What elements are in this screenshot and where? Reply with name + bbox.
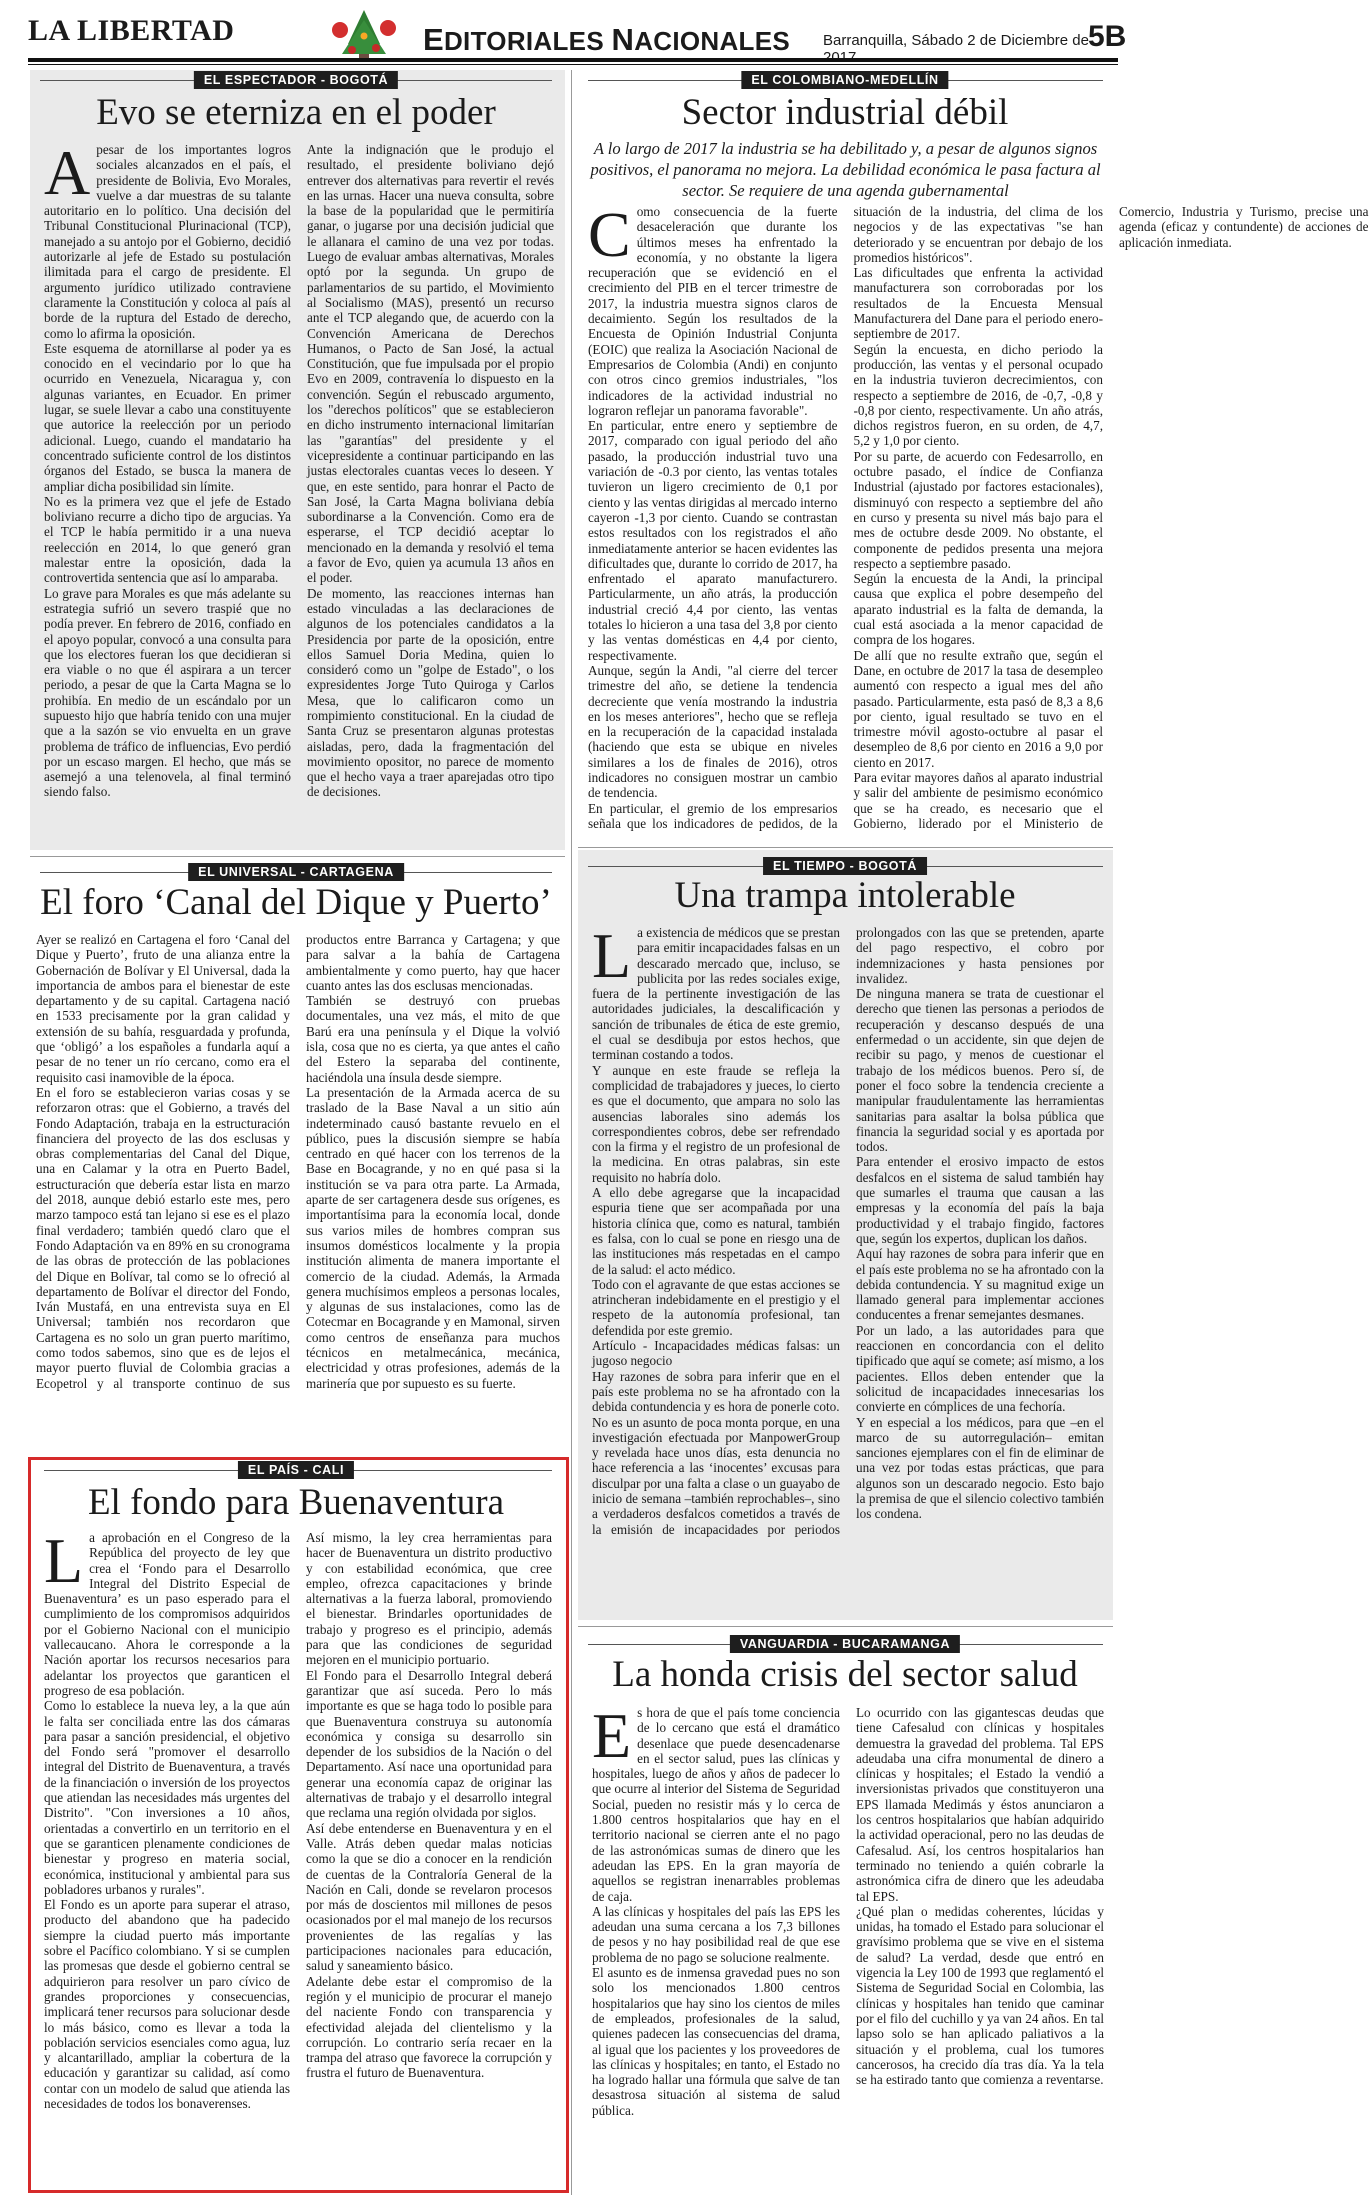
article-body [588, 199, 1369, 839]
page-number: 5B [1088, 20, 1127, 53]
article-paragraph: No es la primera vez que el jefe de Estado boliviano recurre a dicho tipo de argucias. Ya el TCP le había permitido ir a una nueva reelección en 2014, lo que generó gran malestar entre la oposición, dada la controvertida sentencia que así lo amparaba. [44, 493, 291, 586]
article-paragraph: Ante la indignación que le produjo el resultado, el presidente boliviano dejó entrever dos alternativas para revertir el revés en las urnas. Hacer una nueva consulta, sobre la base de la popularidad que le permitiría ganar, o jugarse por una decisión judicial que le allanara el camino de una vez por todas. Luego de evaluar ambas alternativas, Morales optó por la segunda. Un grupo de parlamentarios de su partido, el Movimiento al Socialismo (MAS), presentó un recurso ante el TCP alegando que, de acuerdo con la Convención Americana de Derechos Humanos, o Pacto de San José, la actual Constitución, que fue impulsada por el propio Evo en 2009, contravenía lo dispuesto en la convención. Según el rebuscado argumento, los "derechos políticos" que se establecieron en dicho instrumento internacional limitarían las "garantías" del presidente y el vicepresidente a continuar participando en las justas electorales cuantas veces lo deseen. Y que, en este sentido, para honrar el Pacto de San José, la Carta Magna boliviana debía subordinarse a la Convención. Como era de esperarse, el TCP decidió aceptar lo mencionado en la demanda y resolvió el tema a favor de Evo, quien ya acumula 13 años en el poder. [307, 142, 554, 586]
article-paragraph: A ello debe agregarse que la incapacidad espuria tiene que ser acompañada por una historia clínica que, como es natural, también es falsa, con lo cual se pone en riesgo una de las instituciones más respetadas en el campo de la salud: el acto médico. [592, 1185, 840, 1277]
article-paragraph: Ayer se realizó en Cartagena el foro ‘Canal del Dique y Puerto’, fruto de una alianza entre la Gobernación de Bolívar y El Universal, dada la importancia de ambos para el bienestar de este departamento y de su capital. Cartagena nació en 1533 precisamente por la gran calidad y extensión de su bahía, resguardada y profunda, que ‘obligó’ a los españoles a fundarla aquí a pesar de no tener un río cercano, como era el requisito casi inamovible de la época. [36, 932, 290, 1085]
source-label: EL TIEMPO - BOGOTÁ [763, 857, 927, 875]
article-body [44, 1525, 552, 2178]
column-divider [571, 70, 572, 2195]
article-paragraph: De ninguna manera se trata de cuestionar el derecho que tienen las personas a periodos de recuperación y descanso después de una enfermedad o un accidente, sin que dejen de recibir su pago, y menos de cuestionar el trabajo de los médicos buenos. Pero sí, de poner el foco sobre la tendencia creciente a manipular fraudulentamente las herramientas sanitarias para asaltar la bolsa pública que financia la seguridad social y es aportada por todos. [856, 986, 1104, 1155]
headline: La honda crisis del sector salud [612, 1654, 1078, 1695]
headline: Sector industrial débil [681, 92, 1009, 133]
article-paragraph: De momento, las reacciones internas han estado vinculadas a las declaraciones de algunos de los potenciales candidatos a la Presidencia por parte de la oposición, entre ellos Samuel Doria Medina, quien lo consideró como un "golpe de Estado", o los expresidentes Jorge Tuto Quiroga y Carlos Mesa, que lo calificaron como un rompimiento constitucional. En la ciudad de Santa Cruz se presentaron algunas protestas aisladas, pero, dada la fragmentación del movimiento opositor, no parece de momento que el hecho vaya a traer aparejadas otro tipo de decisiones. [307, 585, 554, 800]
article-paragraph: El Fondo es un aporte para superar el atraso, producto del abandono que ha padecido siempre la ciudad puerto más importante sobre el Pacífico colombiano. Y si se cumplen las promesas que desde el gobierno central se adquirieron para resolver un paro cívico de grandes proporciones y consecuencias, implicará tener recursos para solucionar desde lo más básico, como es llevar a toda la población servicios esenciales como agua, luz y alcantarillado, ampliar la cobertura de la educación y garantizar su calidad, así como contar con un modelo de salud que atienda las necesidades de todos los bonaverenses. [44, 1897, 290, 2111]
article-paragraph: Es hora de que el país tome conciencia de lo cercano que está el dramático desenlace que puede desencadenarse en el sector salud, pues las clínicas y hospitales, luego de años y años de padecer lo que ocurre al interior del Sistema de Seguridad Social, pueden no resistir más y lo cerca de 1.800 centros hospitalarios que hay en el territorio nacional se cierren ante el no pago de las astronómicas sumas de dinero que les adeudan las EPS. En la gran mayoría de aquellos se registran inenarrables problemas de caja. [592, 1700, 840, 1904]
dateline: Barranquilla, Sábado 2 de Diciembre de 2017 [823, 32, 1089, 66]
article-paragraph: Para evitar mayores daños al aparato industrial y salir del ambiente de pesimismo económico que se ha creado, es necesario que el Gobierno, liderado por el Ministerio de Comercio, Industria y Turismo, precise una agenda (eficaz y contundente) de acciones de aplicación inmediata. [853, 204, 1369, 831]
article-paragraph: Por un lado, a las autoridades para que reaccionen en concordancia con el delito tipificado que aquí se comete; así mismo, a los pacientes. Ellos deben entender que la solicitud de incapacidades innecesarias los convierte en cómplices de una fechoría. [856, 1322, 1104, 1415]
article-paragraph: ¿Qué plan o medidas coherentes, lúcidas y unidas, ha tomado el Estado para solucionar el gravísimo problema que se vive en el sistema de salud? La verdad, desde que entró en vigencia la Ley 100 de 1993 que reglamentó el Sistema de Seguridad Social en Colombia, las clínicas y hospitales han tenido que caminar por el filo del cuchillo y ya van 24 años. En tal lapso solo se han aplicado paliativos a la situación y el problema, cual los tumores cancerosos, ha crecido día tras día. Ya la tela se ha estirado tanto que comienza a reventarse. [856, 1903, 1104, 2088]
headline: Evo se eterniza en el poder [96, 92, 496, 133]
newspaper-brand: LA LIBERTAD [28, 14, 235, 47]
article-paragraph: No es un asunto de poca monta porque, en una investigación efectuada por ManpowerGroup y revelada hace unos días, esta denuncia no hace referencia a las ‘inocentes’ excusas para disculpar por una falta a clase o un guayabo de inicio de semana –también reprochables–, sino a verdaderos desfalcos cometidos a través de la emisión de incapacidades por periodos prolongados con las que se pretenden, aparte del pago respectivo, el cobro por indemnizaciones y hasta pensiones por invalidez. [592, 925, 1104, 1537]
article-paragraph: La existencia de médicos que se prestan para emitir incapacidades falsas en un descarado mercado que, incluso, se publicita por las redes sociales exige, fuera de la pertinente investigación de las autoridades judiciales, la descalificación y sanción de tribunales de ética de este gremio, el cual se desdibuja por estos hechos, que terminan costando a todos. [592, 920, 840, 1063]
article-paragraph: El Fondo para el Desarrollo Integral deberá garantizar que así suceda. Pero lo más importante es que se haga todo lo posible para que Buenaventura construya su autonomía económica y consiga su desarrollo sin depender de los subsidios de la Nación o del Departamento. Así nace una oportunidad para generar una economía capaz de originar las alternativas de trabajo y el desarrollo integral que reclama una región olvidada por siglos. [306, 1667, 552, 1821]
article-paragraph: Adelante debe estar el compromiso de la región y el municipio de procurar el manejo del naciente Fondo con transparencia y efectividad alejada del clientelismo y la corrupción. Lo contrario sería recaer en la trampa del atraso que favorece la corrupción y frustra el futuro de Buenaventura. [306, 1973, 552, 2081]
source-label: EL COLOMBIANO-MEDELLÍN [741, 71, 948, 89]
article-paragraph: Las dificultades que enfrenta la actividad manufacturera son corroboradas por los resultados de la Encuesta Mensual Manufacturera del Dane para el periodo enero-septiembre de 2017. [853, 265, 1103, 342]
article-paragraph: Aunque, según la Andi, "al cierre del tercer trimestre del año, se detiene la tendencia decreciente que venía mostrando la industria en los meses anteriores", hecho que se refleja en la recuperación de la capacidad instalada (haciendo que esta se ubique en niveles similares a los de finales de 2016), otros indicadores no consiguen mostrar un cambio de tendencia. [588, 662, 838, 801]
article-paragraph: Lo ocurrido con las gigantescas deudas que tiene Cafesalud con clínicas y hospitales demuestra la gravedad del problema. Tal EPS adeudaba una cifra monumental de dinero a clínicas y hospitales; el Estado la vendió a inversionistas privados que constituyeron una EPS llamada Medimás y éstos anunciaron a los centros hospitalarios que habían adquirido la actividad operacional, pero no las deudas de Cafesalud. Así, los centros hospitalarios han terminado no teniendo a quién cobrarle la astronómica cifra de dinero que les adeudaba tal EPS. [856, 1705, 1104, 1904]
article-paragraph: Aquí hay razones de sobra para inferir que en el país este problema no se ha afrontado con la debida contundencia. Y su magnitud exige un llamado general para implementar acciones conducentes a frenar semejantes desmanes. [856, 1246, 1104, 1323]
source-label: VANGUARDIA - BUCARAMANGA [730, 1635, 960, 1653]
article-paragraph: Para entender el erosivo impacto de estos desfalcos en el sistema de salud también hay que sumarles el trauma que causan a las empresas y la economía del país la baja productividad y el trabajo fingido, factores que, según los expertos, duplican los daños. [856, 1154, 1104, 1246]
article-paragraph: Artículo - Incapacidades médicas falsas: un jugoso negocio [592, 1338, 840, 1369]
headline: Una trampa intolerable [674, 875, 1016, 916]
article-paragraph: Según la encuesta, en dicho periodo la producción, las ventas y el personal ocupado en la industria tuvieron decrecimientos, con respecto a septiembre de 2016, de -0,7, -0,8 y -0,8 por ciento, respectivamente. Un año atrás, dichos registros fueron, en su orden, de 4,7, 5,2 y 1,0 por ciento. [853, 341, 1103, 449]
source-label: EL ESPECTADOR - BOGOTÁ [194, 71, 398, 89]
article-paragraph: Por su parte, de acuerdo con Fedesarrollo, en octubre pasado, el índice de Confianza Industrial (ajustado por factores estacionales), disminuyó con respecto a septiembre del año en curso y presenta su nivel más bajo para el mes de octubre desde 2009. No obstante, el componente de pedidos presenta una mejora respecto a septiembre pasado. [853, 448, 1103, 571]
article-paragraph: En particular, el gremio de los empresarios señala que los indicadores de pedidos, de la situación de la industria, del clima de los negocios y de las expectativas "se han deteriorado y se encuentran por debajo de los promedios históricos". [588, 204, 1103, 831]
article-paragraph: En el foro se establecieron varias cosas y se reforzaron otras: que el Gobierno, a través del Fondo Adaptación, trabaja en la estructuración financiera del proyecto de las dos esclusas y obras complementarias del Canal del Dique, una en Calamar y la otra en Puerto Badel, estructuración que debería estar lista en marzo del 2018, aunque debió estarlo este mes, pero marzo tampoco está tan lejano si ese es el plazo final verdadero; también quedó claro que el Fondo Adaptación va en 89% en su cronograma de las obras de protección de las poblaciones del Dique en Bolívar, tal como se lo ofreció al departamento de Bolívar el director del Fondo, Iván Mustafá, en una entrevista suya en El Universal; también nos recordaron que Cartagena es no solo un gran puerto marítimo, como todos sabemos, sino que es de lejos el mayor puerto fluvial de Colombia gracias a Ecopetrol y al transporte continuo de sus productos entre Barranca y Cartagena; y que para salvar a la bahía de Cartagena ambientalmente y como puerto, hay que hacer cuanto antes las dos esclusas mencionadas. [36, 932, 560, 1391]
article-paragraph: Según la encuesta de la Andi, la principal causa que explica el pobre desempeño del aparato industrial es la falta de demanda, la cual está asociada a la menor capacidad de compra de los hogares. [853, 571, 1103, 648]
article-paragraph: Como lo establece la nueva ley, a la que aún le falta ser conciliada entre las dos cámaras para pasar a sanción presidencial, el objetivo del Fondo será "promover el desarrollo integral del Distrito de Buenaventura, a través de la financiación o inversión de los proyectos que atiendan las necesidades más urgentes del Distrito". "Con inversiones a 10 años, orientadas a convertirlo en un territorio en el que se garanticen plenamente condiciones de bienestar y progreso en materia social, económica, institucional y ambiental para sus pobladores urbanos y rurales". [44, 1698, 290, 1897]
article-paragraph: Lo grave para Morales es que más adelante su estrategia sufrió un severo traspié que no podía prever. En febrero de 2016, confiado en el apoyo popular, convocó a una consulta para que los electores fueran los que decidieran si era viable o no que él aspirara a un tercer periodo, a pesar de que la Carta Magna se lo prohibía. En medio de un escándalo por un supuesto hijo que habría tenido con una mujer que a la sazón se vio envuelta en un grave problema de tráfico de influencias, Evo perdió por un escaso margen. El hecho, que más se asemejó a una telenovela, al final terminó siendo falso. [44, 585, 291, 800]
source-label: EL PAÍS - CALI [238, 1461, 354, 1479]
article-paragraph: Hay razones de sobra para inferir que en el país este problema no se ha afrontado con la debida contundencia y es hora de ponerle coto. [592, 1368, 840, 1415]
article-deck: A lo largo de 2017 la industria se ha debilitado y, a pesar de algunos signos positivos, el panorama no mejora. La debilidad económica le pasa factura al sector. Se requiere de una agenda gubernamental [590, 139, 1101, 200]
christmas-decoration-icon [328, 6, 400, 62]
masthead-rule [28, 58, 1118, 62]
article-paragraph: La aprobación en el Congreso de la República del proyecto de ley que crea el ‘Fondo para el Desarrollo Integral del Distrito Especial de Buenaventura’ es un paso esperado para el cumplimiento de los compromisos adquiridos por el Gobierno Nacional con el municipio vallecaucano. Ahora le corresponde a la Nación aportar los recursos necesarios para adelantar los proyectos que garanticen el progreso de esa población. [44, 1525, 290, 1698]
headline: El foro ‘Canal del Dique y Puerto’ [40, 882, 552, 923]
article-paragraph: Y en especial a los médicos, para que –en el marco de su autorregulación– emitan sanciones ejemplares con el fin de eliminar de una vez por todas estas prácticas, que para algunos son un descarado negocio. Esto bajo la premisa de que el silencio colectivo también los condena. [856, 1414, 1104, 1522]
source-label: EL UNIVERSAL - CARTAGENA [188, 863, 404, 881]
article-body [44, 137, 554, 842]
row-divider-left [30, 856, 565, 857]
row-divider-right [578, 847, 1113, 848]
article-paragraph: De allí que no resulte extraño que, según el Dane, en octubre de 2017 la tasa de desempleo aumentó con respecto a igual mes del año pasado. Particularmente, esta pasó de 8,3 a 8,6 por ciento, igual resultado se tuvo en el trimestre móvil agosto-octubre al pasar el desempleo de 8,6 por ciento en 2016 a 9,0 por ciento en 2017. [853, 647, 1103, 770]
masthead-rule-thin [28, 64, 1118, 65]
article-paragraph: Todo con el agravante de que estas acciones se atrincheran indebidamente en el prestigio y el respeto de la autonomía profesional, tan defendida por este gremio. [592, 1276, 840, 1338]
article-paragraph: También se destruyó con pruebas documentales, una vez más, el mito de que Barú era una península y el Dique la volvió isla, cosa que no es cierta, ya que antes el caño del Estero la separaba del continente, haciéndola una ínsula desde siempre. [306, 993, 560, 1085]
article-paragraph: En particular, entre enero y septiembre de 2017, comparado con igual periodo del año pasado, la producción industrial tuvo una variación de -0.3 por ciento, las ventas totales tuvieron un ligero crecimiento de 0,1 por ciento y las ventas dirigidas al mercado interno cayeron -1,3 por ciento. Cuando se contrastan estos resultados con los registrados el año inmediatamente anterior se hacen evidentes las dificultades que, durante lo corrido de 2017, ha enfrentado el aparato manufacturero. Particularmente, un año atrás, la producción industrial creció 4,4 por ciento, las ventas totales lo hicieron a una tasa del 3,8 por ciento y las ventas domésticas en 4,4 por ciento, respectivamente. [588, 418, 838, 663]
article-paragraph: Apesar de los importantes logros sociales alcanzados en el país, el presidente de Bolivia, Evo Morales, vuelve a dar muestras de su talante autoritario en lo político. Una decisión del Tribunal Constitucional Plurinacional (TCP), manejado a su antojo por el Gobierno, decidió autorizarle al jefe de Estado su postulación ilimitada para el cargo de presidente. El argumento jurídico utilizado contraviene claramente la Constitución y coloca al país al borde de la ruptura del Estado de derecho, como lo afirma la oposición. [44, 137, 291, 341]
headline: El fondo para Buenaventura [87, 1482, 505, 1523]
article-paragraph: Así debe entenderse en Buenaventura y en el Valle. Atrás deben quedar malas noticias como la que se dio a conocer en la rendición de cuentas de la Contraloría General de la Nación en Cali, donde se revelaron procesos por más de doscientos mil millones de pesos ocasionados por el mal manejo de los recursos provenientes de las regalías y las participaciones nacionales para educación, salud y saneamiento básico. [306, 1820, 552, 1974]
article-paragraph: Así mismo, la ley crea herramientas para hacer de Buenaventura un distrito productivo y con estabilidad económica, que cree empleo, ofrezca capacitaciones y brinde alternativas a la fuerza laboral, promoviendo el bienestar. Brindarles oportunidades de trabajo y progreso es el principio, además para que las condiciones de seguridad mejoren en el municipio portuario. [306, 1530, 552, 1668]
masthead [28, 12, 1127, 66]
article-paragraph: Y aunque en este fraude se refleja la complicidad de trabajadores y jueces, lo cierto es que el documento, que ampara no solo las ausencias laborales sino además los correspondientes cobros, debe ser refrendado con la firma y el registro de un profesional de la medicina. En otras palabras, sin este requisito no habría dolo. [592, 1062, 840, 1185]
article-paragraph: A las clínicas y hospitales del país las EPS les adeudan una suma cercana a los 7,3 billones de pesos y no hay posibilidad real de que ese problema de no pago se solucione realmente. [592, 1903, 840, 1965]
article-paragraph: El asunto es de inmensa gravedad pues no son solo los mencionados 1.800 centros hospitalarios que hay sino los cientos de miles de empleados, profesionales de la salud, quienes padecen las consecuencias del drama, al igual que los pacientes y los proveedores de las clínicas y hospitales; en tanto, el Estado no ha logrado hallar una fórmula que salve de tan desastrosa situación al sistema de salud pública. [592, 1965, 840, 2118]
article-paragraph: Este esquema de atornillarse al poder ya es conocido en el vecindario por lo que ha ocurrido en Venezuela, Nicaragua y, con algunas variantes, en Ecuador. En primer lugar, se suele llevar a cabo una constituyente que autorice la reelección por un periodo adicional. Luego, cuando el mandatario ha concentrado suficiente control de los distintos órganos del Estado, se busca la manera de ampliar dicha posibilidad sin límite. [44, 340, 291, 494]
article-body [592, 920, 1104, 1610]
article-body [592, 1700, 1104, 2193]
row-divider-right-2 [578, 1626, 1113, 1627]
article-paragraph: Como consecuencia de la fuerte desaceleración que durante los últimos meses ha enfrentado la economía, y no obstante la ligera recuperación que se evidenció en el crecimiento del PIB en el tercer trimestre de 2017, la industria muestra signos claros de decaimiento. Según los resultados de la Encuesta de Opinión Industrial Conjunta (EOIC) que realiza la Asociación Nacional de Empresarios de Colombia (Andi) en conjunto con otros cinco gremios industriales, "los indicadores de la actividad industrial no lograron reflejar un panorama favorable". [588, 199, 838, 418]
article-body [36, 932, 560, 1452]
section-title: EDITORIALES NACIONALES [423, 22, 791, 57]
article-paragraph: La presentación de la Armada acerca de su traslado de la Base Naval a un sitio aún indeterminado causó bastante revuelo en el público, pues la discusión siempre se había centrado en qué hacer con los terrenos de la Base en Bocagrande, y no en qué pasa si la institución se va para otra parte. La Armada, aparte de ser cartagenera desde sus orígenes, es importantísima para la economía local, donde sus varios miles de hombres compran sus insumos domésticos localmente y la propia institución alimenta de manera importante el comercio de la ciudad. Además, la Armada genera muchísimos empleos a personas locales, y algunas de sus instalaciones, como las de Cotecmar en Bocagrande y en Mamonal, sirven como centros de enseñanza para muchos técnicos en metalmecánica, mecánica, electricidad y otras profesiones, además de la marinería que por supuesto es su fuerte. [306, 1084, 560, 1391]
